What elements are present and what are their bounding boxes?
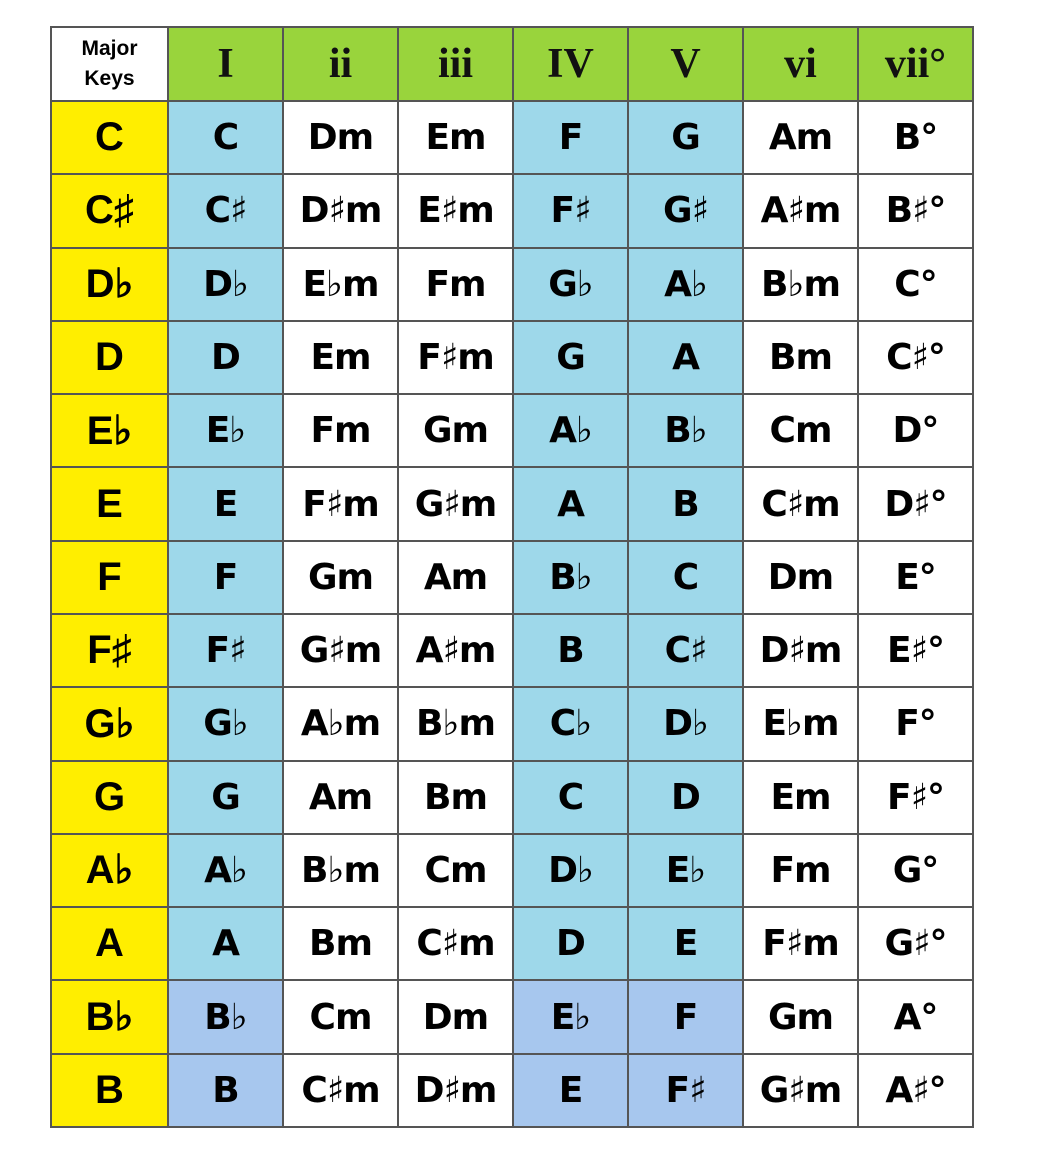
degree-header-7: vii° (858, 27, 973, 101)
chord-cell: A♭ (168, 834, 283, 907)
chord-cell: B♭m (398, 687, 513, 760)
key-row (51, 394, 973, 467)
chord-table (50, 26, 974, 1128)
chord-cell: D♭ (628, 687, 743, 760)
chord-cell: D♭ (513, 834, 628, 907)
chord-cell: F° (858, 687, 973, 760)
chord-cell: G♯° (858, 907, 973, 980)
chord-cell: B♭ (168, 980, 283, 1053)
chord-cell: D♯° (858, 467, 973, 540)
chord-cell: G (628, 101, 743, 174)
chord-cell: A° (858, 980, 973, 1053)
chord-cell: D (168, 321, 283, 394)
chord-cell: C♯ (628, 614, 743, 687)
chord-cell: A♭m (283, 687, 398, 760)
key-row (51, 614, 973, 687)
key-row (51, 907, 973, 980)
chord-cell: C♯ (168, 174, 283, 247)
degree-header-row (51, 27, 973, 101)
chord-cell: A♭ (513, 394, 628, 467)
chord-cell: G♯m (283, 614, 398, 687)
chord-cell: F (168, 541, 283, 614)
chord-cell: C (628, 541, 743, 614)
chord-cell: C° (858, 248, 973, 321)
chord-cell: E♭ (513, 980, 628, 1053)
key-row (51, 467, 973, 540)
chord-cell: C (513, 761, 628, 834)
chord-cell: F♯ (168, 614, 283, 687)
chord-cell: D♯m (743, 614, 858, 687)
degree-header-5: V (628, 27, 743, 101)
chord-cell: Em (283, 321, 398, 394)
chord-cell: B (168, 1054, 283, 1127)
key-row (51, 1054, 973, 1127)
chord-cell: Dm (283, 101, 398, 174)
chord-cell: Bm (283, 907, 398, 980)
chord-cell: E (513, 1054, 628, 1127)
chord-cell: E♭ (628, 834, 743, 907)
chord-cell: C♯m (398, 907, 513, 980)
chord-cell: A♯° (858, 1054, 973, 1127)
key-label: C (51, 101, 168, 174)
key-label: G♭ (51, 687, 168, 760)
chord-cell: A♭ (628, 248, 743, 321)
major-keys-header (51, 27, 168, 101)
chord-cell: E♯m (398, 174, 513, 247)
key-row (51, 761, 973, 834)
key-label: G (51, 761, 168, 834)
chord-cell: F♯° (858, 761, 973, 834)
chord-cell: C♯m (743, 467, 858, 540)
degree-header-2: ii (283, 27, 398, 101)
chord-cell: E♭m (283, 248, 398, 321)
key-row (51, 321, 973, 394)
chord-cell: G♭ (513, 248, 628, 321)
chord-cell: E° (858, 541, 973, 614)
chord-cell: Bm (398, 761, 513, 834)
chord-table-body (51, 101, 973, 1127)
chord-cell: D (513, 907, 628, 980)
key-row (51, 980, 973, 1053)
chord-cell: A♯m (743, 174, 858, 247)
chord-cell: F♯ (628, 1054, 743, 1127)
chord-cell: A (628, 321, 743, 394)
key-row (51, 541, 973, 614)
chord-cell: G♭ (168, 687, 283, 760)
chord-cell: E♭ (168, 394, 283, 467)
chord-cell: B♭ (513, 541, 628, 614)
degree-header-6: vi (743, 27, 858, 101)
chord-cell: E (168, 467, 283, 540)
chord-cell: Dm (398, 980, 513, 1053)
major-keys-header-line2: Keys (84, 67, 135, 90)
chord-cell: D♯m (398, 1054, 513, 1127)
key-row (51, 101, 973, 174)
chord-cell: C (168, 101, 283, 174)
key-label: A♭ (51, 834, 168, 907)
key-row (51, 174, 973, 247)
chord-cell: Cm (283, 980, 398, 1053)
key-row (51, 248, 973, 321)
key-label: F (51, 541, 168, 614)
chord-cell: B♭m (743, 248, 858, 321)
chord-cell: Gm (398, 394, 513, 467)
chord-cell: D♯m (283, 174, 398, 247)
chord-cell: E♯° (858, 614, 973, 687)
major-keys-header-line1: Major (81, 37, 138, 60)
chord-cell: G (168, 761, 283, 834)
degree-header-1: I (168, 27, 283, 101)
chord-cell: Em (743, 761, 858, 834)
chord-cell: Bm (743, 321, 858, 394)
key-label: B (51, 1054, 168, 1127)
chord-cell: B (628, 467, 743, 540)
degree-header-3: iii (398, 27, 513, 101)
chord-cell: B♭ (628, 394, 743, 467)
chord-cell: Fm (283, 394, 398, 467)
key-label: F♯ (51, 614, 168, 687)
chord-cell: F♯m (283, 467, 398, 540)
chord-cell: E♭m (743, 687, 858, 760)
chord-cell: Dm (743, 541, 858, 614)
key-label: D (51, 321, 168, 394)
chord-cell: Am (398, 541, 513, 614)
chord-cell: F♯m (743, 907, 858, 980)
chord-cell: C♯m (283, 1054, 398, 1127)
chord-cell: G (513, 321, 628, 394)
chord-cell: F (513, 101, 628, 174)
chord-cell: Fm (743, 834, 858, 907)
chord-cell: F♯m (398, 321, 513, 394)
key-label: A (51, 907, 168, 980)
chord-cell: D♭ (168, 248, 283, 321)
chord-cell: C♭ (513, 687, 628, 760)
degree-header-4: IV (513, 27, 628, 101)
chord-cell: A (513, 467, 628, 540)
chord-cell: E (628, 907, 743, 980)
chord-cell: B (513, 614, 628, 687)
chord-cell: Gm (743, 980, 858, 1053)
chord-cell: Cm (743, 394, 858, 467)
chord-cell: F (628, 980, 743, 1053)
chord-cell: Am (283, 761, 398, 834)
chord-cell: D° (858, 394, 973, 467)
chord-cell: Am (743, 101, 858, 174)
key-label: E (51, 467, 168, 540)
chord-cell: C♯° (858, 321, 973, 394)
key-label: C♯ (51, 174, 168, 247)
chord-cell: D (628, 761, 743, 834)
chord-cell: A♯m (398, 614, 513, 687)
key-row (51, 834, 973, 907)
chord-cell: A (168, 907, 283, 980)
chord-cell: Fm (398, 248, 513, 321)
chord-cell: B♯° (858, 174, 973, 247)
key-label: B♭ (51, 980, 168, 1053)
major-keys-chord-chart (50, 26, 972, 1128)
chord-cell: G♯m (398, 467, 513, 540)
chord-cell: G♯m (743, 1054, 858, 1127)
chord-cell: B° (858, 101, 973, 174)
chord-cell: Gm (283, 541, 398, 614)
chord-cell: Cm (398, 834, 513, 907)
key-row (51, 687, 973, 760)
key-label: D♭ (51, 248, 168, 321)
chord-cell: Em (398, 101, 513, 174)
chord-cell: G° (858, 834, 973, 907)
chord-cell: F♯ (513, 174, 628, 247)
key-label: E♭ (51, 394, 168, 467)
chord-cell: G♯ (628, 174, 743, 247)
chord-cell: B♭m (283, 834, 398, 907)
